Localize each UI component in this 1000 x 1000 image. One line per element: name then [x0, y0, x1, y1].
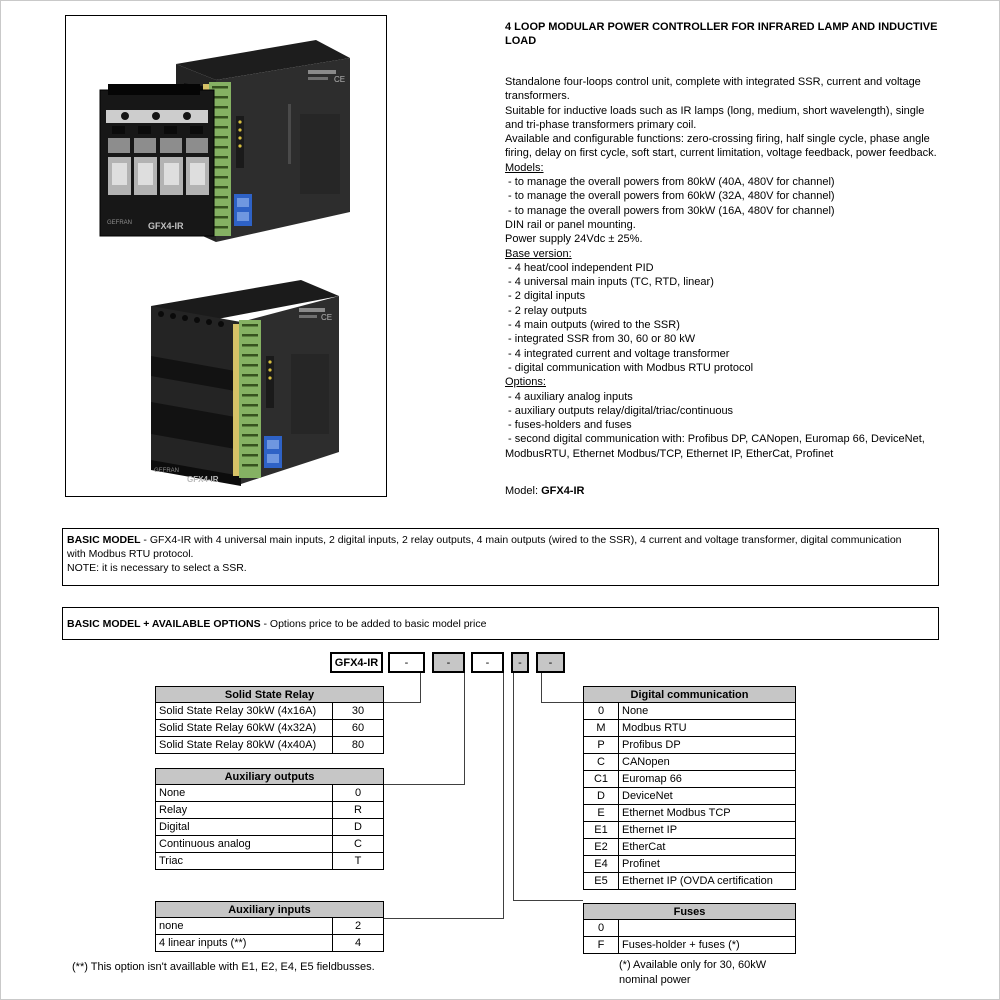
option-label-cell	[619, 920, 796, 937]
blue-connector-key	[237, 198, 249, 207]
side-panel	[300, 114, 340, 194]
table-row	[584, 873, 796, 890]
brand-label: GEFRAN	[154, 468, 180, 474]
title-line: 4 LOOP MODULAR POWER CONTROLLER FOR INFRARED LAMP AND INDUCTIVE	[505, 21, 938, 33]
table-row	[156, 720, 384, 737]
led	[238, 120, 241, 123]
description-line: Available and configurable functions: zero-crossing firing, half single cycle, phase angle	[505, 133, 930, 146]
basic-model-text-line1	[67, 533, 934, 547]
option-label-cell: Modbus RTU	[619, 720, 796, 737]
code-placeholder-box-5: -	[536, 652, 565, 673]
blue-connector-key	[267, 440, 279, 449]
option-code-cell: E	[584, 805, 619, 822]
footnote-fuses-line2: nominal power	[619, 974, 691, 986]
terminal-edge	[233, 324, 239, 476]
front-fuse-module	[100, 84, 214, 236]
option-code-cell: D	[333, 819, 384, 836]
description-line: - 4 heat/cool independent PID	[505, 261, 654, 274]
option-label-cell: Fuses-holder + fuses (*)	[619, 937, 796, 954]
table-row	[584, 703, 796, 720]
rating-label	[186, 138, 208, 153]
product-description	[505, 75, 993, 461]
description-line: - to manage the overall powers from 30kW (16A, 480V for channel)	[505, 204, 835, 217]
description-line: Power supply 24Vdc ± 25%.	[505, 233, 643, 246]
table-title: Digital communication	[584, 687, 796, 703]
basic-model-banner	[62, 528, 939, 586]
fuse-window	[164, 163, 179, 185]
option-label-cell: Ethernet IP	[619, 822, 796, 839]
digital-communication-table	[583, 686, 796, 890]
option-label-cell: Ethernet Modbus TCP	[619, 805, 796, 822]
rating-label	[134, 138, 156, 153]
table-row	[156, 785, 384, 802]
option-label-cell: 4 linear inputs (**)	[156, 935, 333, 952]
option-code-cell: C	[333, 836, 384, 853]
option-code-cell: 2	[333, 918, 384, 935]
screw	[183, 112, 191, 120]
description-line: - integrated SSR from 30, 60 or 80 kW	[505, 333, 696, 346]
screw	[152, 112, 160, 120]
option-code-cell: C	[584, 754, 619, 771]
side-label	[308, 77, 328, 80]
terminal-window	[112, 126, 125, 134]
code-placeholder-box-4: -	[511, 652, 529, 673]
product-photo-top	[88, 24, 373, 259]
option-code-cell: 60	[333, 720, 384, 737]
model-line	[505, 485, 584, 497]
blue-connector-key	[237, 212, 249, 221]
description-line: - 4 auxiliary analog inputs	[505, 390, 633, 403]
option-code-cell: 0	[584, 920, 619, 937]
fuse-window	[112, 163, 127, 185]
description-line: - second digital communication with: Profibus DP, CANopen, Euromap 66, DeviceNet,	[505, 433, 925, 446]
module-front-face	[151, 306, 241, 484]
connector-line	[541, 702, 583, 703]
description-line: - 2 relay outputs	[505, 304, 587, 317]
table-row	[584, 937, 796, 954]
led	[238, 128, 241, 131]
option-label-cell: Solid State Relay 80kW (4x40A)	[156, 737, 333, 754]
basic-model-heading: BASIC MODEL	[67, 534, 141, 546]
rating-label	[160, 138, 182, 153]
connector-line	[513, 900, 583, 901]
auxiliary-outputs-table	[155, 768, 384, 870]
fuse-window	[190, 163, 205, 185]
description-line: - to manage the overall powers from 60kW (32A, 480V for channel)	[505, 190, 835, 203]
terminal-window	[164, 126, 177, 134]
rear-module	[151, 280, 339, 486]
model-label: GFX4-IR	[187, 475, 219, 484]
option-code-cell: R	[333, 802, 384, 819]
led	[268, 368, 271, 371]
option-label-cell: Profinet	[619, 856, 796, 873]
options-banner-heading: BASIC MODEL + AVAILABLE OPTIONS	[67, 618, 261, 630]
product-image-frame	[65, 15, 387, 497]
brand-label: GEFRAN	[107, 220, 133, 226]
table-row	[584, 856, 796, 873]
description-line: DIN rail or panel mounting.	[505, 218, 636, 231]
table-row	[584, 754, 796, 771]
description-line: - fuses-holders and fuses	[505, 419, 632, 432]
led	[238, 144, 241, 147]
ce-mark: CE	[334, 75, 346, 84]
table-row	[156, 802, 384, 819]
side-label	[308, 70, 336, 74]
side-panel	[291, 354, 329, 434]
option-code-cell: T	[333, 853, 384, 870]
auxiliary-inputs-table	[155, 901, 384, 952]
table-title: Auxiliary outputs	[156, 769, 384, 785]
description-line: ModbusRTU, Ethernet Modbus/TCP, Ethernet IP, EtherCat, Profinet	[505, 447, 834, 460]
option-code-cell: M	[584, 720, 619, 737]
option-label-cell: None	[156, 785, 333, 802]
description-line: transformers.	[505, 90, 570, 103]
option-label-cell: CANopen	[619, 754, 796, 771]
option-label-cell: EtherCat	[619, 839, 796, 856]
fuse-module-top-recess	[108, 84, 200, 95]
description-line: Suitable for inductive loads such as IR lamps (long, medium, short wavelength), single	[505, 104, 925, 117]
option-code-cell: P	[584, 737, 619, 754]
table-row	[156, 819, 384, 836]
option-code-cell: E5	[584, 873, 619, 890]
side-detail	[288, 104, 291, 164]
description-line: - 4 main outputs (wired to the SSR)	[505, 319, 680, 332]
table-row	[584, 805, 796, 822]
product-photo-bottom	[121, 264, 371, 494]
options-banner-rest: - Options price to be added to basic model price	[260, 618, 487, 630]
option-code-cell: 0	[584, 703, 619, 720]
option-code-cell: E2	[584, 839, 619, 856]
options-banner	[62, 607, 939, 640]
table-row	[584, 822, 796, 839]
option-label-cell: Triac	[156, 853, 333, 870]
option-code-cell: D	[584, 788, 619, 805]
code-placeholder-box-1: -	[388, 652, 425, 673]
led	[268, 360, 271, 363]
table-row	[156, 737, 384, 754]
connector-line	[541, 673, 542, 703]
description-line: - to manage the overall powers from 80kW (40A, 480V for channel)	[505, 176, 835, 189]
option-code-cell: E4	[584, 856, 619, 873]
table-row	[156, 935, 384, 952]
connector-line	[503, 673, 504, 919]
connector-line	[420, 673, 421, 703]
connector-line	[464, 673, 465, 785]
table-title: Solid State Relay	[156, 687, 384, 703]
option-label-cell: none	[156, 918, 333, 935]
led	[238, 136, 241, 139]
terminal-window	[138, 126, 151, 134]
table-row	[584, 720, 796, 737]
blue-connector-key	[267, 454, 279, 463]
connector-line	[383, 784, 465, 785]
page-title	[505, 20, 965, 48]
table-row	[584, 737, 796, 754]
dip-switch-column	[266, 356, 274, 408]
ce-mark: CE	[321, 313, 333, 322]
connector-line	[383, 702, 421, 703]
table-row	[156, 836, 384, 853]
fuse-window	[138, 163, 153, 185]
ssr-table	[155, 686, 384, 754]
option-label-cell: Solid State Relay 60kW (4x32A)	[156, 720, 333, 737]
dip-switch-column	[236, 116, 244, 168]
option-code-cell: 0	[333, 785, 384, 802]
fuses-table	[583, 903, 796, 954]
table-row	[584, 920, 796, 937]
option-label-cell: DeviceNet	[619, 788, 796, 805]
option-label-cell: Solid State Relay 30kW (4x16A)	[156, 703, 333, 720]
option-label-cell: None	[619, 703, 796, 720]
footnote-fuses	[619, 958, 766, 988]
table-row	[584, 788, 796, 805]
option-label-cell: Ethernet IP (OVDA certification	[619, 873, 796, 890]
model-label: GFX4-IR	[148, 221, 184, 231]
code-placeholder-box-3: -	[471, 652, 504, 673]
option-code-cell: C1	[584, 771, 619, 788]
option-label-cell: Digital	[156, 819, 333, 836]
table-row	[156, 853, 384, 870]
table-title: Fuses	[584, 904, 796, 920]
option-code-cell: E1	[584, 822, 619, 839]
option-code-cell: F	[584, 937, 619, 954]
description-line: Standalone four-loops control unit, complete with integrated SSR, current and voltage	[505, 76, 921, 88]
option-code-cell: 30	[333, 703, 384, 720]
option-code-cell: 80	[333, 737, 384, 754]
description-line: and tri-phase transformers primary coil.	[505, 118, 697, 131]
table-row	[156, 703, 384, 720]
description-line: - 4 universal main inputs (TC, RTD, linear)	[505, 276, 714, 289]
footnote-fuses-line1: (*) Available only for 30, 60kW	[619, 959, 767, 971]
led	[268, 376, 271, 379]
description-line: Options:	[505, 376, 546, 389]
option-code-cell: 4	[333, 935, 384, 952]
description-line: - 4 integrated current and voltage transformer	[505, 347, 730, 360]
title-line: LOAD	[505, 35, 537, 47]
model-line-label: Model:	[505, 485, 542, 497]
footnote-aux-inputs: (**) This option isn't availlable with E1, E2, E4, E5 fieldbusses.	[72, 961, 375, 973]
option-label-cell: Continuous analog	[156, 836, 333, 853]
description-line: Models:	[505, 161, 544, 174]
option-label-cell: Relay	[156, 802, 333, 819]
description-line: Base version:	[505, 247, 572, 260]
model-line-value: GFX4-IR	[541, 485, 585, 497]
table-row	[156, 918, 384, 935]
table-title: Auxiliary inputs	[156, 902, 384, 918]
table-row	[584, 839, 796, 856]
connector-line	[383, 918, 504, 919]
description-line: - digital communication with Modbus RTU protocol	[505, 361, 754, 374]
code-placeholder-box-2: -	[432, 652, 465, 673]
rating-label	[108, 138, 130, 153]
description-line: - auxiliary outputs relay/digital/triac/continuous	[505, 404, 734, 417]
connector-line	[513, 673, 514, 901]
basic-model-rest: - GFX4-IR with 4 universal main inputs, 2 digital inputs, 2 relay outputs, 4 main outputs (wired to the SSR), 4 current and voltage transformer, digital communication	[140, 534, 902, 546]
table-row	[584, 771, 796, 788]
terminal-window	[190, 126, 203, 134]
option-label-cell: Euromap 66	[619, 771, 796, 788]
side-label	[299, 308, 325, 312]
ordering-model-code-box: GFX4-IR	[330, 652, 383, 673]
description-line: - 2 digital inputs	[505, 290, 586, 303]
screw	[121, 112, 129, 120]
basic-model-text-line2: with Modbus RTU protocol.	[67, 548, 194, 560]
description-line: firing, delay on first cycle, soft start, current limitation, voltage feedback, power feedback.	[505, 147, 937, 160]
option-label-cell: Profibus DP	[619, 737, 796, 754]
side-label	[299, 315, 317, 318]
basic-model-note: NOTE: it is necessary to select a SSR.	[67, 562, 247, 574]
